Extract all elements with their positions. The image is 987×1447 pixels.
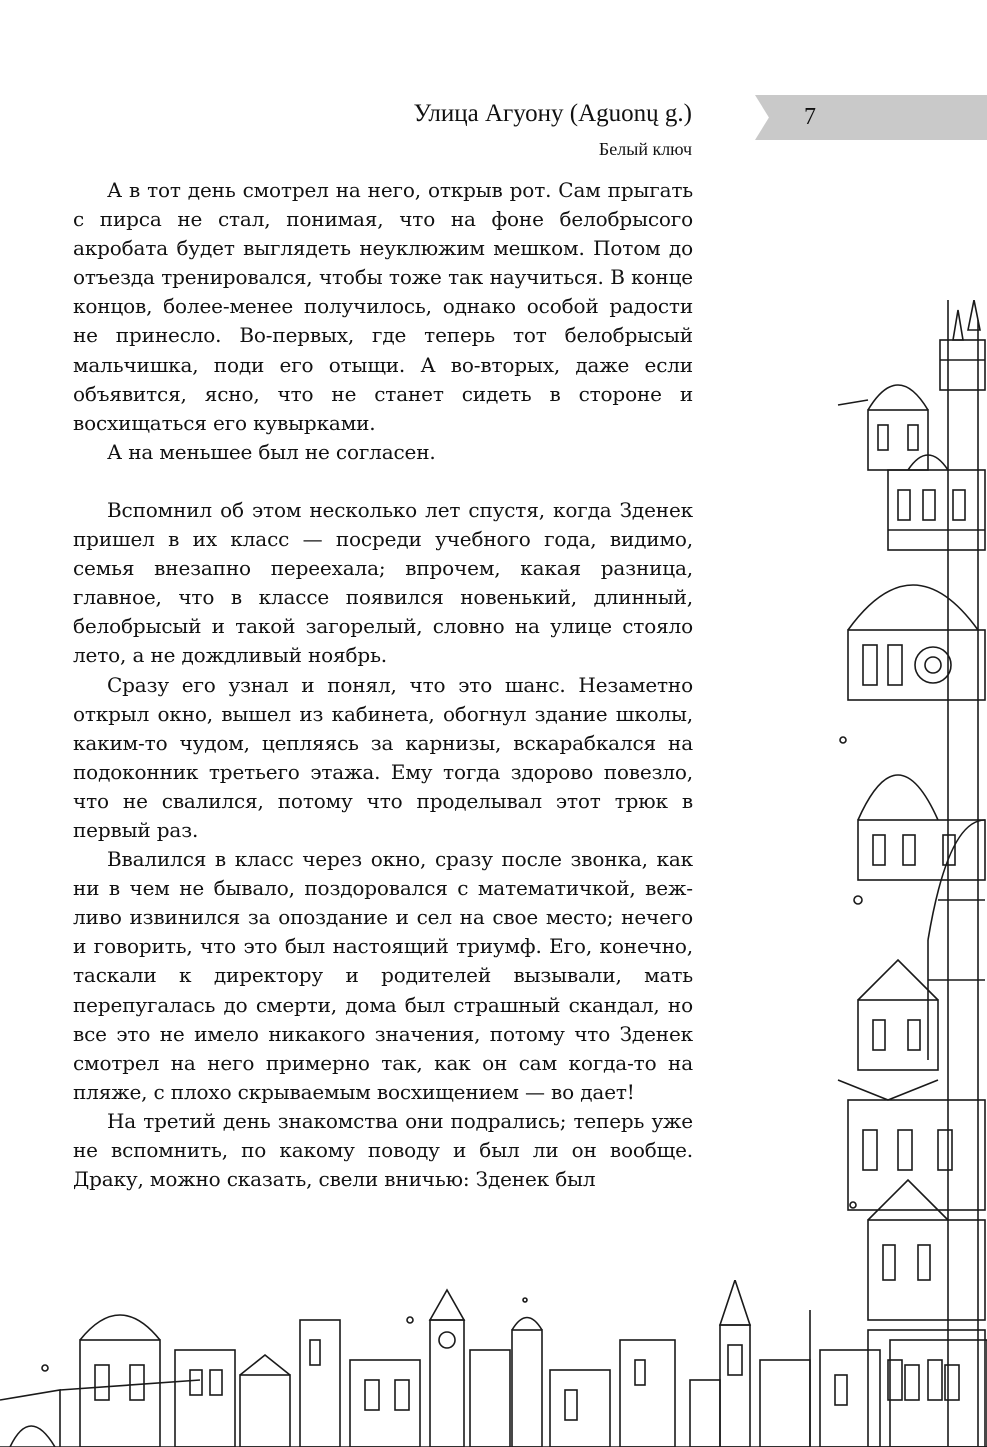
paragraph: Ввалился в класс через окно, сразу после звонка, как ни в чем не бывало, поздоровался с математичкой, вежливо извинился за опоздание и сел на свое место; нечего и говорить, что это был настоящий триумф. Его, конечно, таскали к директору и родителей вызывали, мать перепугалась до смерти, дома был страшный скандал, но все это не имело никакого значения, потому что Зденек смотрел на него примерно так, как он сам когда-то на пляже, с плохо скрываемым восхищением — во дает! [73, 847, 693, 1104]
running-header-subtitle: Белый ключ [598, 139, 692, 159]
running-header-title: Улица Агуону (Aguonų g.) [413, 100, 692, 127]
paragraph: На третий день знакомства они подрались; теперь уже не вспомнить, по какому поводу и был ли он вообще. Драку, можно сказать, свели вничью: Зденек был [73, 1108, 693, 1192]
paragraph: Вспомнил об этом несколько лет спустя, когда Зденек пришел в их класс — посреди учебного года, видимо, семья внезапно переехала; впрочем, какая разница, главное, что в классе появился новенький, длинный, белобрысый и такой загорелый, словно на улице стояло лето, а не дождливый ноябрь. [73, 497, 693, 668]
city-skyline-sketch-illustration [0, 1280, 987, 1447]
section-break [73, 467, 693, 496]
paragraph: А в тот день смотрел на него, открыв рот. Сам прыгать с пирса не стал, понимая, что на фоне белобрысого акробата будет выглядеть неуклюжим мешком. Потом до отъезда тренировался, чтобы тоже так научиться. В конце концов, более-менее получилось, однако особой радости не принесло. Во-первых, где теперь тот белобрысый мальчишка, поди его отыщи. А во-вторых, даже если объявится, ясно, что не станет сидеть в стороне и восхищаться его кувырками. [73, 178, 693, 435]
paragraph: А на меньшее был не согласен. [107, 439, 436, 464]
paragraph: Сразу его узнал и понял, что это шанс. Незаметно открыл окно, вышел из кабинета, обогнул здание школы, каким-то чудом, цепляясь за карнизы, вскарабкался на подоконник третьего этажа. Ему тогда здорово повезло, что не свалился, потому что проделывал этот трюк в первый раз. [73, 672, 693, 842]
page-number: 7 [804, 104, 816, 130]
city-tower-sketch-illustration [828, 300, 987, 1447]
body-text [73, 176, 693, 1194]
